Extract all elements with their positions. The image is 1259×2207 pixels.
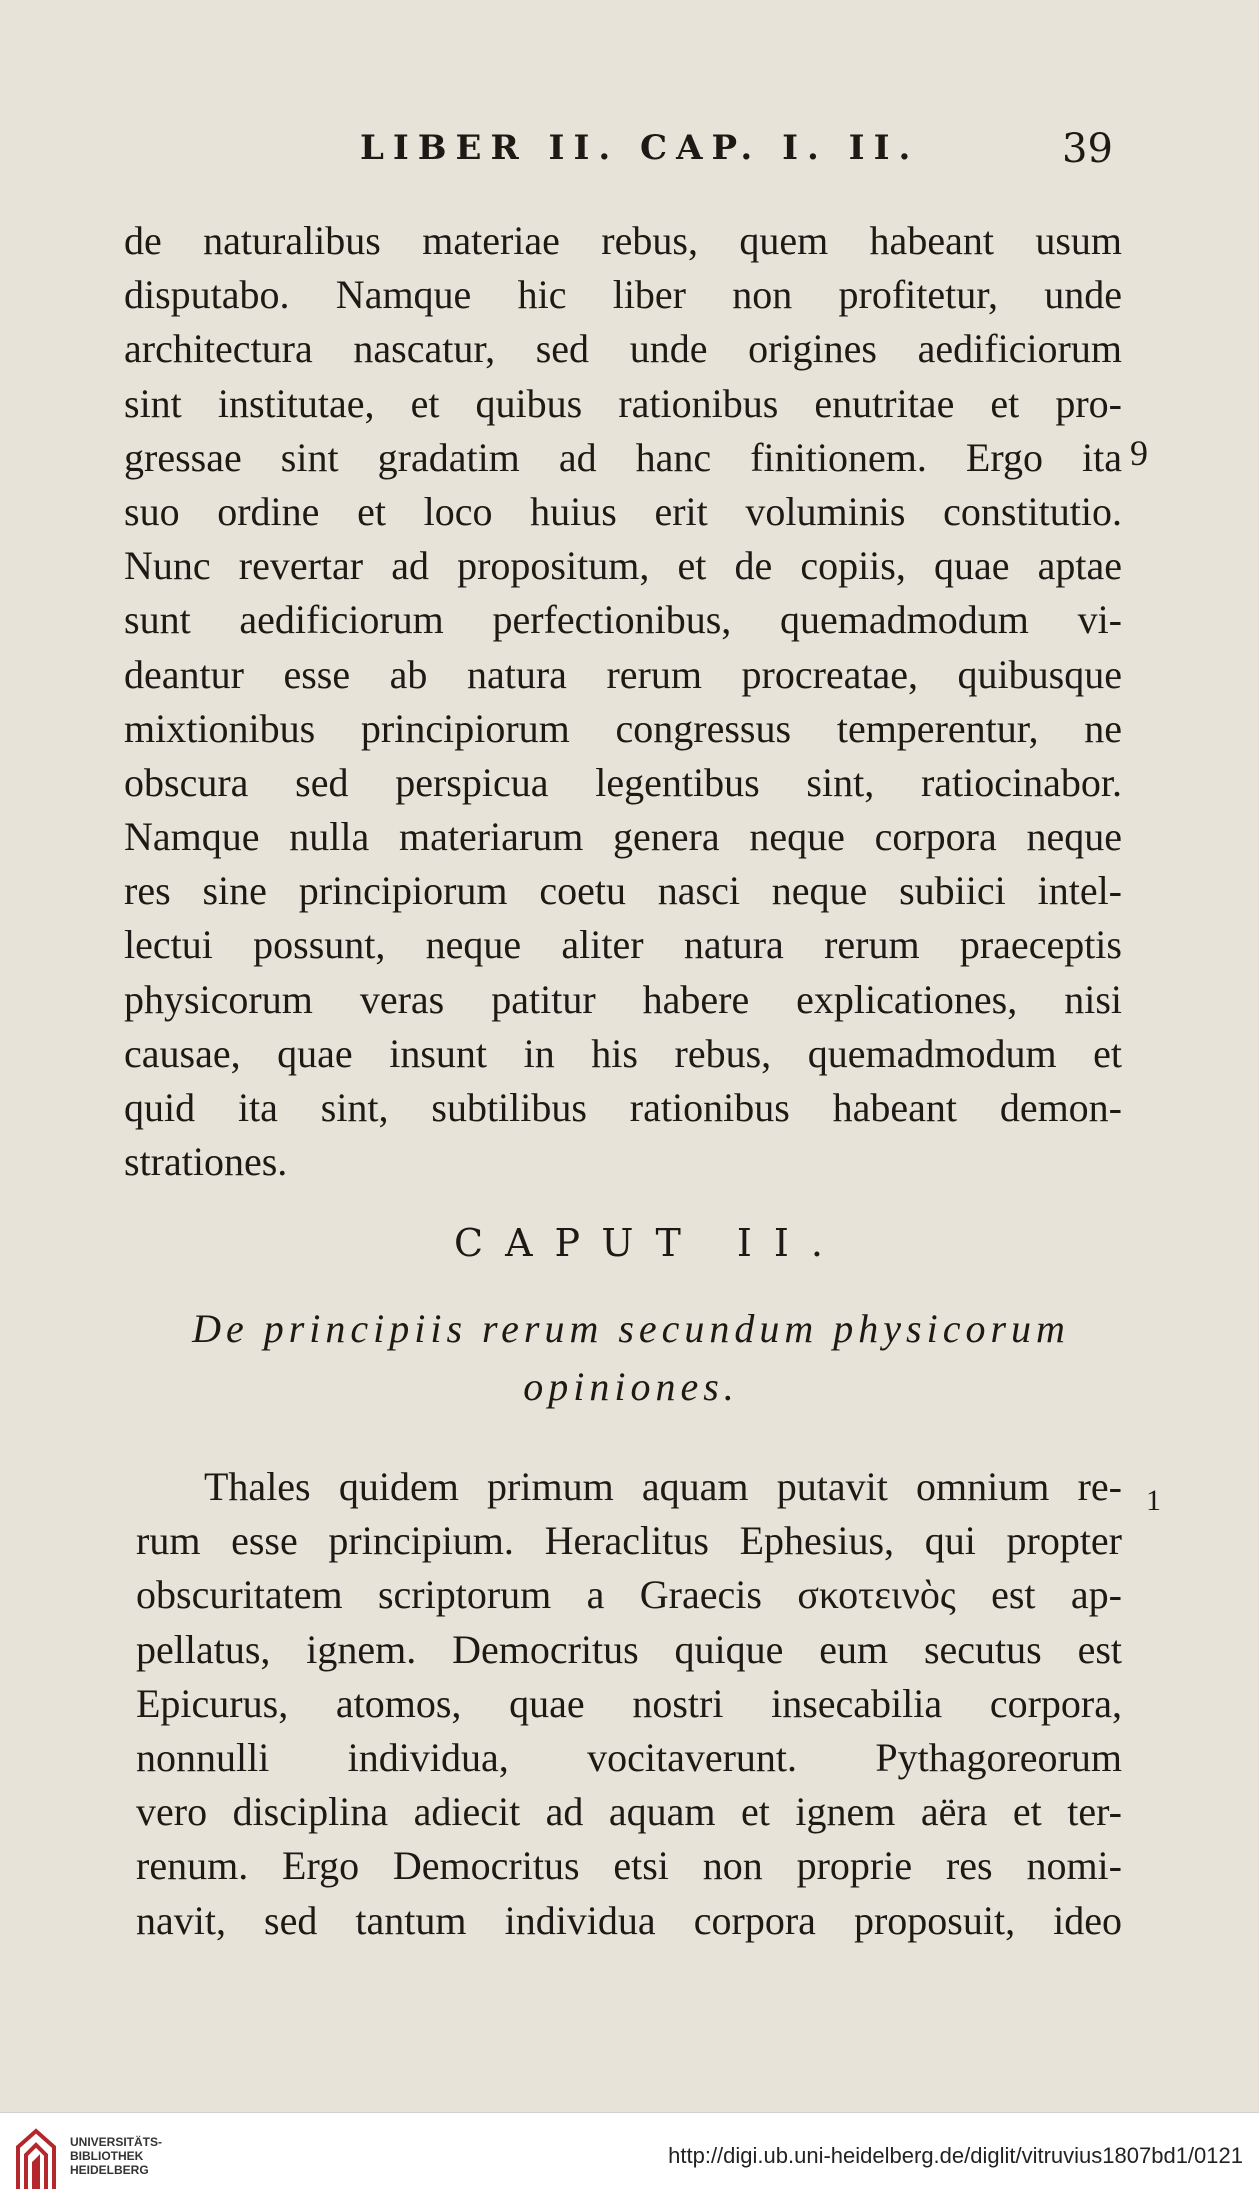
text-line: vero disciplina adiecit ad aquam et ignem aëra et ter-: [136, 1789, 1122, 1835]
text-line: lectui possunt, neque aliter natura rerum praeceptis: [124, 922, 1122, 968]
text-line: sunt aedificiorum perfectionibus, quemadmodum vi-: [124, 597, 1122, 643]
text-line: gressae sint gradatim ad hanc finitionem. Ergo ita: [124, 434, 1122, 480]
text-line: disputabo. Namque hic liber non profitetur, unde: [124, 272, 1122, 318]
text-line: Epicurus, atomos, quae nostri insecabilia corpora,: [136, 1680, 1122, 1726]
chapter-one-text: [124, 214, 1122, 1189]
page-number: 39: [1062, 126, 1113, 172]
text-line: navit, sed tantum individua corpora proposuit, ideo: [136, 1897, 1122, 1943]
chapter-two-text: [136, 1460, 1122, 1948]
text-line: sint institutae, et quibus rationibus enutritae et pro-: [124, 380, 1122, 426]
text-line: suo ordine et loco huius erit voluminis constitutio.: [124, 488, 1122, 534]
text-line: architectura nascatur, sed unde origines aedificiorum: [124, 326, 1122, 372]
university-library-logo-icon[interactable]: [14, 2125, 58, 2193]
library-name-line: HEIDELBERG: [70, 2163, 149, 2177]
text-line: deantur esse ab natura rerum procreatae, quibusque: [124, 651, 1122, 697]
text-line: obscura sed perspicua legentibus sint, ratiocinabor.: [124, 759, 1122, 805]
text-line: nonnulli individua, vocitaverunt. Pythagoreorum: [136, 1734, 1122, 1780]
chapter-subtitle-line2: opiniones.: [523, 1364, 739, 1409]
text-line: rum esse principium. Heraclitus Ephesius, qui propter: [136, 1518, 1122, 1564]
text-line: renum. Ergo Democritus etsi non proprie res nomi-: [136, 1843, 1122, 1889]
running-head: LIBER II. CAP. I. II.: [360, 128, 920, 168]
chapter-subtitle-line1: De principiis rerum secundum physicorum: [192, 1306, 1070, 1351]
margin-section-number: 1: [1146, 1484, 1161, 1517]
library-name-line: UNIVERSITÄTS-: [70, 2135, 163, 2149]
text-line: pellatus, ignem. Democritus quique eum secutus est: [136, 1626, 1122, 1672]
text-line: causae, quae insunt in his rebus, quemadmodum et: [124, 1030, 1122, 1076]
text-line: obscuritatem scriptorum a Graecis σκοτεινὸς est ap-: [136, 1572, 1122, 1618]
chapter-heading: CAPUT II.: [454, 1221, 845, 1265]
text-line: de naturalibus materiae rebus, quem habeant usum: [124, 218, 1122, 263]
text-line: res sine principiorum coetu nasci neque subiici intel-: [124, 868, 1122, 914]
text-line: Namque nulla materiarum genera neque corpora neque: [124, 814, 1122, 860]
text-line: strationes.: [124, 1139, 288, 1185]
text-line: Thales quidem primum aquam putavit omnium re-: [204, 1464, 1122, 1509]
margin-section-number: 9: [1130, 433, 1148, 473]
library-name: [70, 2135, 162, 2177]
text-line: quid ita sint, subtilibus rationibus habeant demon-: [124, 1085, 1122, 1130]
library-name-line: BIBLIOTHEK: [70, 2149, 144, 2163]
page-url-link[interactable]: http://digi.ub.uni-heidelberg.de/diglit/vitruvius1807bd1/0121: [668, 2143, 1243, 2168]
text-line: physicorum veras patitur habere explicationes, nisi: [124, 976, 1122, 1022]
viewer-footer: [0, 2112, 1259, 2207]
text-line: Nunc revertar ad propositum, et de copiis, quae aptae: [124, 543, 1122, 589]
text-line: mixtionibus principiorum congressus temperentur, ne: [124, 705, 1122, 751]
